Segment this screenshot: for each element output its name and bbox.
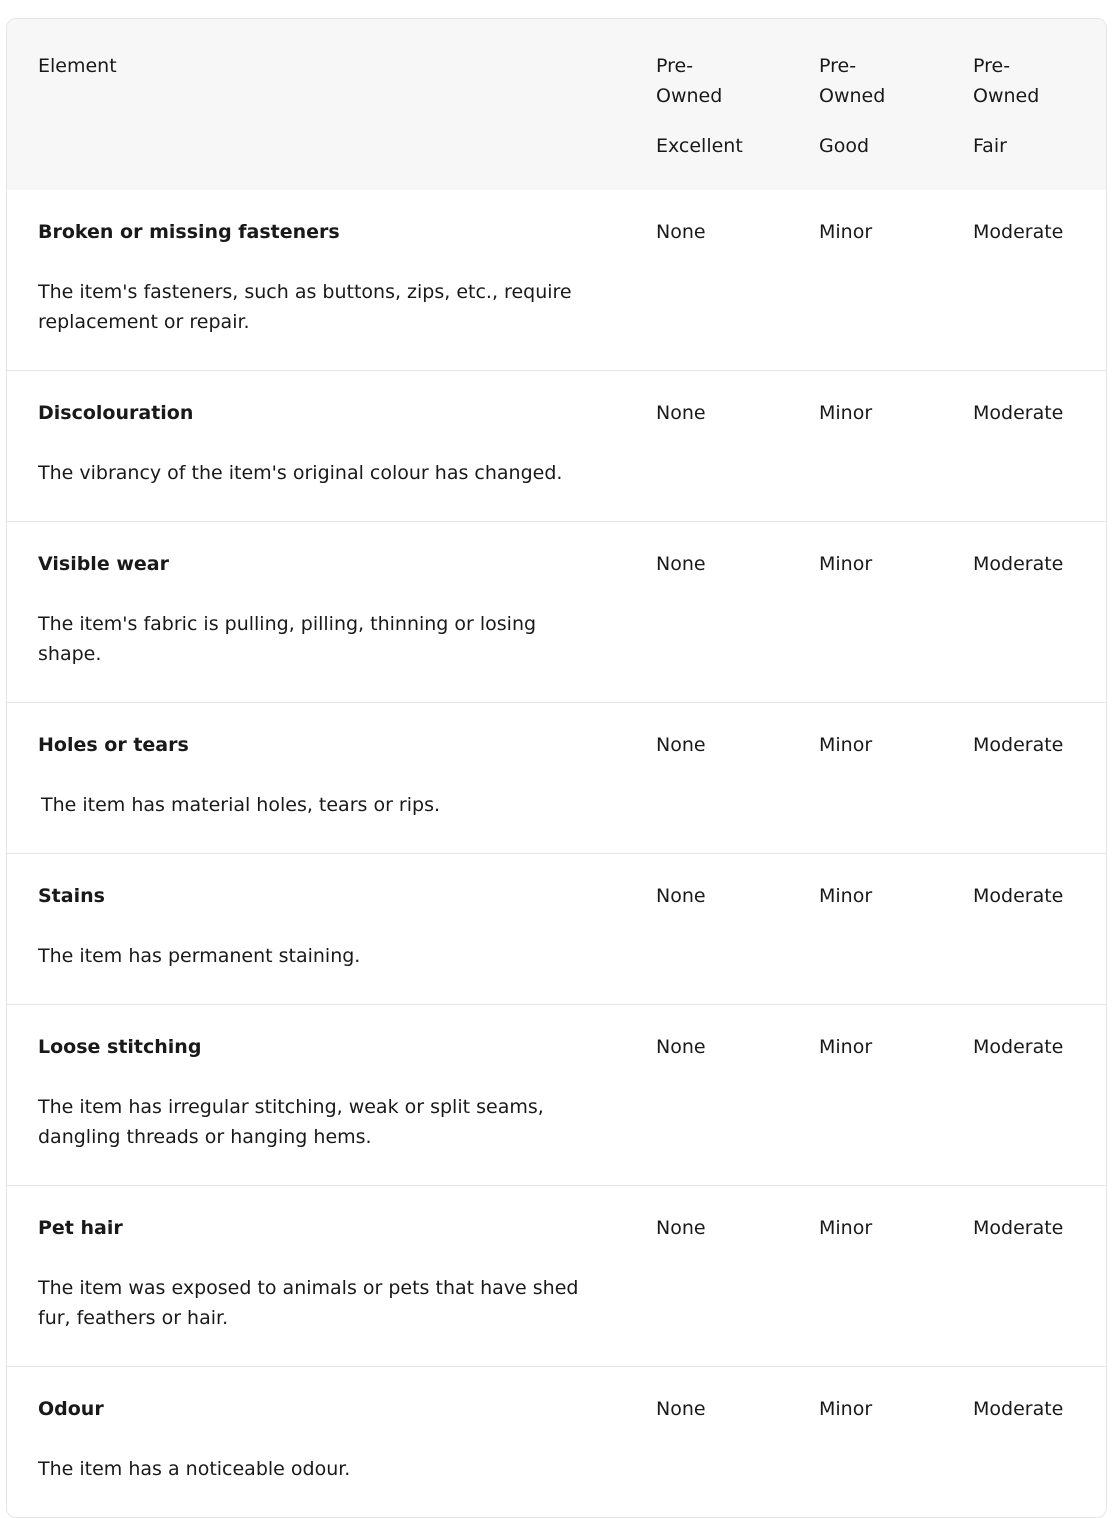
header-excellent-line3: Excellent [656,135,743,157]
row-good: Minor [819,402,873,424]
row-fair: Moderate [973,402,1064,424]
row-good: Minor [819,1036,873,1058]
table-row [7,371,1106,522]
table-header [7,19,1106,190]
header-fair [973,51,1039,161]
row-excellent: None [656,734,706,756]
header-excellent-line1: Pre- [656,55,694,77]
row-excellent: None [656,1398,706,1420]
table-row [7,1005,1106,1186]
row-title: Stains [38,885,105,907]
table-row [7,703,1106,854]
row-fair: Moderate [973,1398,1064,1420]
table-row [7,522,1106,703]
row-good: Minor [819,221,873,243]
row-title: Discolouration [38,402,194,424]
row-title: Broken or missing fasteners [38,221,340,243]
row-fair: Moderate [973,885,1064,907]
table-row [7,854,1106,1005]
row-fair: Moderate [973,734,1064,756]
header-excellent [656,51,743,161]
row-excellent: None [656,885,706,907]
row-title: Pet hair [38,1217,123,1239]
row-excellent: None [656,553,706,575]
row-good: Minor [819,1217,873,1239]
row-excellent: None [656,1217,706,1239]
row-title: Loose stitching [38,1036,202,1058]
row-description: The item's fasteners, such as buttons, zips, etc., require replacement or repair. [38,281,572,333]
row-fair: Moderate [973,1036,1064,1058]
header-element: Element [38,55,117,77]
row-good: Minor [819,553,873,575]
row-description: The item's fabric is pulling, pilling, thinning or losing shape. [38,613,537,665]
table-row [7,1186,1106,1367]
row-description: The item was exposed to animals or pets that have shed fur, feathers or hair. [38,1277,579,1329]
row-excellent: None [656,1036,706,1058]
row-description: The item has material holes, tears or rips. [41,794,441,816]
row-fair: Moderate [973,553,1064,575]
header-good [819,51,885,161]
table-row [7,1367,1106,1518]
row-excellent: None [656,221,706,243]
row-good: Minor [819,1398,873,1420]
header-fair-line3: Fair [973,135,1007,157]
header-fair-line1: Pre- [973,55,1011,77]
row-title: Visible wear [38,553,169,575]
header-fair-line2: Owned [973,85,1040,107]
row-fair: Moderate [973,1217,1064,1239]
header-good-line1: Pre- [819,55,857,77]
row-fair: Moderate [973,221,1064,243]
row-description: The item has a noticeable odour. [38,1458,351,1480]
row-good: Minor [819,734,873,756]
header-good-line2: Owned [819,85,886,107]
row-title: Holes or tears [38,734,189,756]
condition-table [6,18,1107,1518]
row-description: The item has permanent staining. [38,945,361,967]
row-description: The item has irregular stitching, weak or split seams, dangling threads or hanging hems. [38,1096,544,1148]
header-excellent-line2: Owned [656,85,723,107]
table-row [7,190,1106,371]
row-title: Odour [38,1398,104,1420]
row-excellent: None [656,402,706,424]
row-good: Minor [819,885,873,907]
header-good-line3: Good [819,135,870,157]
row-description: The vibrancy of the item's original colour has changed. [38,462,563,484]
